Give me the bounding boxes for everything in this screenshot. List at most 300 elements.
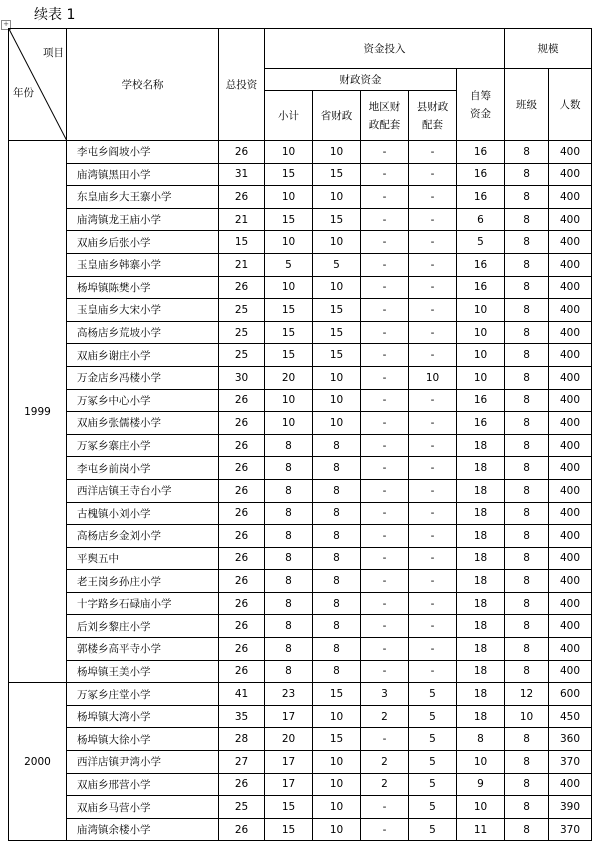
year-cell	[9, 683, 67, 841]
school-name-cell: 十字路乡石碌庙小学	[67, 592, 219, 615]
self-raised-cell: 10	[457, 751, 505, 774]
regional-cell: -	[361, 570, 409, 593]
self-raised-cell: 18	[457, 592, 505, 615]
students-cell: 400	[549, 208, 592, 231]
classes-cell: 8	[505, 751, 549, 774]
total-cell: 15	[219, 231, 265, 254]
table-row	[9, 705, 592, 728]
self-raised-cell: 8	[457, 728, 505, 751]
total-cell: 26	[219, 570, 265, 593]
subtotal-cell: 8	[265, 479, 313, 502]
self-raised-cell: 9	[457, 773, 505, 796]
classes-cell: 8	[505, 502, 549, 525]
school-name-cell: 郭楼乡高平寺小学	[67, 638, 219, 661]
subtotal-cell: 20	[265, 366, 313, 389]
subtotal-cell: 15	[265, 796, 313, 819]
county-cell: -	[409, 502, 457, 525]
school-name-cell: 庙湾镇余楼小学	[67, 818, 219, 841]
classes-cell: 8	[505, 660, 549, 683]
classes-cell: 8	[505, 479, 549, 502]
school-name-cell: 双庙乡马营小学	[67, 796, 219, 819]
regional-header: 地区财政配套	[361, 91, 409, 141]
county-cell: -	[409, 208, 457, 231]
students-cell: 400	[549, 638, 592, 661]
self-raised-cell: 18	[457, 660, 505, 683]
provincial-cell: 8	[313, 457, 361, 480]
total-cell: 26	[219, 412, 265, 435]
total-cell: 26	[219, 818, 265, 841]
school-name-cell: 高杨店乡金刘小学	[67, 525, 219, 548]
table-move-handle-icon[interactable]: +	[1, 20, 11, 30]
school-name-cell: 玉皇庙乡韩寨小学	[67, 253, 219, 276]
county-cell: -	[409, 638, 457, 661]
self-raised-cell: 10	[457, 299, 505, 322]
subtotal-cell: 8	[265, 615, 313, 638]
classes-cell: 8	[505, 773, 549, 796]
regional-cell: -	[361, 163, 409, 186]
provincial-cell: 10	[313, 276, 361, 299]
table-row	[9, 253, 592, 276]
regional-cell: -	[361, 615, 409, 638]
students-cell: 400	[549, 660, 592, 683]
total-cell: 26	[219, 457, 265, 480]
provincial-cell: 10	[313, 751, 361, 774]
regional-cell: -	[361, 231, 409, 254]
table-row	[9, 366, 592, 389]
classes-cell: 8	[505, 163, 549, 186]
students-cell: 400	[549, 141, 592, 164]
subtotal-cell: 15	[265, 208, 313, 231]
scale-header: 规模	[505, 29, 592, 69]
school-name-cell: 东皇庙乡大王寨小学	[67, 186, 219, 209]
county-cell: -	[409, 479, 457, 502]
provincial-cell: 8	[313, 525, 361, 548]
total-cell: 26	[219, 547, 265, 570]
students-cell: 400	[549, 479, 592, 502]
subtotal-cell: 17	[265, 773, 313, 796]
self-raised-cell: 18	[457, 525, 505, 548]
county-cell: -	[409, 412, 457, 435]
total-cell: 26	[219, 615, 265, 638]
table-row	[9, 208, 592, 231]
county-cell: -	[409, 253, 457, 276]
table-row	[9, 276, 592, 299]
provincial-cell: 8	[313, 570, 361, 593]
provincial-cell: 15	[313, 344, 361, 367]
table-caption: 续表 1	[34, 7, 76, 23]
students-cell: 400	[549, 434, 592, 457]
regional-cell: -	[361, 818, 409, 841]
students-cell: 400	[549, 525, 592, 548]
self-raised-cell: 18	[457, 615, 505, 638]
regional-cell: -	[361, 366, 409, 389]
students-cell: 400	[549, 253, 592, 276]
provincial-cell: 8	[313, 592, 361, 615]
table-row	[9, 344, 592, 367]
subtotal-cell: 8	[265, 434, 313, 457]
county-cell: -	[409, 547, 457, 570]
classes-cell: 8	[505, 570, 549, 593]
provincial-cell: 10	[313, 389, 361, 412]
self-raised-cell: 18	[457, 683, 505, 706]
students-cell: 400	[549, 186, 592, 209]
students-cell: 400	[549, 547, 592, 570]
subtotal-cell: 8	[265, 502, 313, 525]
provincial-cell: 8	[313, 502, 361, 525]
regional-cell: -	[361, 299, 409, 322]
total-cell: 25	[219, 796, 265, 819]
subtotal-cell: 8	[265, 457, 313, 480]
regional-cell: -	[361, 344, 409, 367]
county-cell: -	[409, 186, 457, 209]
total-cell: 31	[219, 163, 265, 186]
total-cell: 21	[219, 208, 265, 231]
county-cell: 5	[409, 773, 457, 796]
year-value: 2000	[24, 755, 51, 768]
total-cell: 26	[219, 502, 265, 525]
classes-cell: 8	[505, 547, 549, 570]
regional-cell: -	[361, 276, 409, 299]
subtotal-header: 小计	[265, 91, 313, 141]
county-cell: -	[409, 299, 457, 322]
self-raised-cell: 18	[457, 479, 505, 502]
county-cell: 5	[409, 751, 457, 774]
provincial-cell: 10	[313, 705, 361, 728]
county-cell: 5	[409, 818, 457, 841]
county-cell: -	[409, 660, 457, 683]
table-row	[9, 773, 592, 796]
table-row	[9, 615, 592, 638]
self-raised-cell: 16	[457, 186, 505, 209]
county-cell: -	[409, 457, 457, 480]
school-name-cell: 老王岗乡孙庄小学	[67, 570, 219, 593]
county-cell: -	[409, 389, 457, 412]
students-cell: 400	[549, 389, 592, 412]
total-cell: 26	[219, 276, 265, 299]
students-cell: 400	[549, 570, 592, 593]
classes-cell: 8	[505, 299, 549, 322]
subtotal-cell: 10	[265, 141, 313, 164]
provincial-cell: 8	[313, 638, 361, 661]
provincial-cell: 10	[313, 231, 361, 254]
self-raised-cell: 6	[457, 208, 505, 231]
county-cell: -	[409, 163, 457, 186]
subtotal-cell: 8	[265, 638, 313, 661]
total-cell: 28	[219, 728, 265, 751]
provincial-cell: 15	[313, 299, 361, 322]
school-name-cell: 李屯乡阎坡小学	[67, 141, 219, 164]
classes-cell: 10	[505, 705, 549, 728]
table-row	[9, 638, 592, 661]
subtotal-cell: 8	[265, 547, 313, 570]
classes-cell: 8	[505, 592, 549, 615]
regional-cell: -	[361, 638, 409, 661]
students-header: 人数	[549, 69, 592, 141]
subtotal-cell: 8	[265, 570, 313, 593]
self-raised-cell: 10	[457, 321, 505, 344]
table-row	[9, 141, 592, 164]
school-funding-table	[8, 28, 592, 841]
table-row	[9, 299, 592, 322]
county-cell: -	[409, 141, 457, 164]
students-cell: 370	[549, 818, 592, 841]
classes-cell: 8	[505, 208, 549, 231]
regional-cell: -	[361, 796, 409, 819]
regional-cell: -	[361, 592, 409, 615]
school-name-cell: 双庙乡邢营小学	[67, 773, 219, 796]
classes-cell: 8	[505, 728, 549, 751]
subtotal-cell: 10	[265, 231, 313, 254]
subtotal-cell: 23	[265, 683, 313, 706]
self-raised-cell: 16	[457, 276, 505, 299]
provincial-cell: 8	[313, 615, 361, 638]
school-name-cell: 杨埠镇王美小学	[67, 660, 219, 683]
school-name-cell: 后刘乡黎庄小学	[67, 615, 219, 638]
self-raised-cell: 16	[457, 253, 505, 276]
school-name-cell: 李屯乡前岗小学	[67, 457, 219, 480]
table-row	[9, 547, 592, 570]
classes-cell: 8	[505, 796, 549, 819]
regional-cell: -	[361, 253, 409, 276]
self-raised-cell: 18	[457, 502, 505, 525]
year-label: 年份	[13, 87, 34, 99]
students-cell: 400	[549, 773, 592, 796]
subtotal-cell: 15	[265, 163, 313, 186]
provincial-cell: 15	[313, 728, 361, 751]
provincial-cell: 15	[313, 683, 361, 706]
county-cell: -	[409, 525, 457, 548]
regional-cell: 2	[361, 751, 409, 774]
regional-cell: -	[361, 186, 409, 209]
subtotal-cell: 10	[265, 412, 313, 435]
students-cell: 400	[549, 299, 592, 322]
total-cell: 25	[219, 299, 265, 322]
classes-cell: 8	[505, 366, 549, 389]
self-raised-cell: 16	[457, 412, 505, 435]
school-name-cell: 高杨店乡荒坡小学	[67, 321, 219, 344]
students-cell: 400	[549, 412, 592, 435]
school-name-cell: 万金店乡冯楼小学	[67, 366, 219, 389]
regional-cell: -	[361, 141, 409, 164]
total-investment-header: 总投资	[219, 29, 265, 141]
provincial-cell: 15	[313, 163, 361, 186]
self-raised-cell: 10	[457, 344, 505, 367]
regional-cell: -	[361, 547, 409, 570]
regional-cell: -	[361, 502, 409, 525]
table-row	[9, 683, 592, 706]
self-raised-cell: 10	[457, 366, 505, 389]
classes-cell: 8	[505, 434, 549, 457]
provincial-cell: 10	[313, 773, 361, 796]
classes-cell: 8	[505, 186, 549, 209]
provincial-cell: 8	[313, 434, 361, 457]
table-row	[9, 389, 592, 412]
school-name-cell: 庙湾镇黑田小学	[67, 163, 219, 186]
school-name-cell: 双庙乡谢庄小学	[67, 344, 219, 367]
total-cell: 26	[219, 186, 265, 209]
provincial-cell: 10	[313, 186, 361, 209]
classes-cell: 8	[505, 141, 549, 164]
table-row	[9, 457, 592, 480]
county-cell: -	[409, 615, 457, 638]
provincial-cell: 8	[313, 547, 361, 570]
school-name-cell: 杨埠镇大徐小学	[67, 728, 219, 751]
students-cell: 400	[549, 231, 592, 254]
regional-cell: -	[361, 389, 409, 412]
regional-cell: -	[361, 525, 409, 548]
students-cell: 400	[549, 276, 592, 299]
students-cell: 400	[549, 502, 592, 525]
students-cell: 400	[549, 592, 592, 615]
subtotal-cell: 15	[265, 321, 313, 344]
total-cell: 30	[219, 366, 265, 389]
classes-cell: 8	[505, 253, 549, 276]
students-cell: 450	[549, 705, 592, 728]
school-name-cell: 平舆五中	[67, 547, 219, 570]
county-cell: 5	[409, 796, 457, 819]
regional-cell: 2	[361, 773, 409, 796]
county-cell: -	[409, 592, 457, 615]
total-cell: 26	[219, 141, 265, 164]
project-label: 项目	[43, 47, 64, 59]
subtotal-cell: 8	[265, 660, 313, 683]
provincial-header: 省财政	[313, 91, 361, 141]
table-header	[9, 29, 592, 141]
provincial-cell: 10	[313, 412, 361, 435]
table-row	[9, 412, 592, 435]
classes-cell: 8	[505, 525, 549, 548]
table-row	[9, 660, 592, 683]
county-cell: -	[409, 321, 457, 344]
table-row	[9, 751, 592, 774]
table-row	[9, 592, 592, 615]
regional-cell: -	[361, 412, 409, 435]
students-cell: 400	[549, 163, 592, 186]
provincial-cell: 15	[313, 208, 361, 231]
students-cell: 390	[549, 796, 592, 819]
provincial-cell: 8	[313, 479, 361, 502]
subtotal-cell: 15	[265, 299, 313, 322]
total-cell: 26	[219, 660, 265, 683]
classes-cell: 8	[505, 389, 549, 412]
classes-cell: 12	[505, 683, 549, 706]
subtotal-cell: 15	[265, 818, 313, 841]
provincial-cell: 8	[313, 660, 361, 683]
subtotal-cell: 10	[265, 276, 313, 299]
county-cell: 5	[409, 728, 457, 751]
total-cell: 35	[219, 705, 265, 728]
self-raised-cell: 18	[457, 705, 505, 728]
school-name-header: 学校名称	[67, 29, 219, 141]
total-cell: 26	[219, 773, 265, 796]
table-body	[9, 141, 592, 841]
regional-cell: -	[361, 208, 409, 231]
county-cell: 10	[409, 366, 457, 389]
provincial-cell: 10	[313, 366, 361, 389]
county-cell: -	[409, 231, 457, 254]
corner-header-cell	[9, 29, 67, 141]
county-cell: 5	[409, 683, 457, 706]
school-name-cell: 万冢乡庄堂小学	[67, 683, 219, 706]
self-raised-cell: 5	[457, 231, 505, 254]
self-raised-cell: 10	[457, 796, 505, 819]
self-raised-cell: 16	[457, 163, 505, 186]
fund-input-header: 资金投入	[265, 29, 505, 69]
provincial-cell: 10	[313, 141, 361, 164]
school-name-cell: 西洋店镇尹湾小学	[67, 751, 219, 774]
total-cell: 26	[219, 638, 265, 661]
self-raised-cell: 16	[457, 389, 505, 412]
provincial-cell: 10	[313, 796, 361, 819]
school-name-cell: 杨埠镇大湾小学	[67, 705, 219, 728]
subtotal-cell: 17	[265, 705, 313, 728]
table-row	[9, 502, 592, 525]
table-row	[9, 186, 592, 209]
self-raised-cell: 18	[457, 570, 505, 593]
total-cell: 26	[219, 592, 265, 615]
school-name-cell: 庙湾镇龙王庙小学	[67, 208, 219, 231]
students-cell: 360	[549, 728, 592, 751]
self-raised-cell: 16	[457, 141, 505, 164]
school-name-cell: 玉皇庙乡大宋小学	[67, 299, 219, 322]
subtotal-cell: 10	[265, 389, 313, 412]
students-cell: 400	[549, 457, 592, 480]
county-cell: -	[409, 276, 457, 299]
regional-cell: -	[361, 321, 409, 344]
classes-cell: 8	[505, 638, 549, 661]
total-cell: 26	[219, 525, 265, 548]
students-cell: 370	[549, 751, 592, 774]
self-raised-cell: 18	[457, 638, 505, 661]
regional-cell: -	[361, 457, 409, 480]
self-raised-cell: 18	[457, 457, 505, 480]
classes-cell: 8	[505, 818, 549, 841]
subtotal-cell: 15	[265, 344, 313, 367]
county-cell: -	[409, 344, 457, 367]
subtotal-cell: 8	[265, 592, 313, 615]
total-cell: 25	[219, 321, 265, 344]
classes-cell: 8	[505, 615, 549, 638]
classes-header: 班级	[505, 69, 549, 141]
classes-cell: 8	[505, 344, 549, 367]
regional-cell: 3	[361, 683, 409, 706]
regional-cell: -	[361, 660, 409, 683]
school-name-cell: 双庙乡后张小学	[67, 231, 219, 254]
provincial-cell: 10	[313, 818, 361, 841]
provincial-cell: 5	[313, 253, 361, 276]
school-name-cell: 万冢乡寨庄小学	[67, 434, 219, 457]
total-cell: 25	[219, 344, 265, 367]
school-name-cell: 杨埠镇陈樊小学	[67, 276, 219, 299]
total-cell: 26	[219, 389, 265, 412]
self-raised-cell: 18	[457, 434, 505, 457]
year-cell	[9, 141, 67, 683]
table-row	[9, 728, 592, 751]
subtotal-cell: 10	[265, 186, 313, 209]
school-name-cell: 古槐镇小刘小学	[67, 502, 219, 525]
table-row	[9, 525, 592, 548]
students-cell: 400	[549, 615, 592, 638]
total-cell: 21	[219, 253, 265, 276]
classes-cell: 8	[505, 412, 549, 435]
classes-cell: 8	[505, 231, 549, 254]
school-name-cell: 万冢乡中心小学	[67, 389, 219, 412]
self-raised-header: 自筹资金	[457, 69, 505, 141]
subtotal-cell: 8	[265, 525, 313, 548]
table-row	[9, 434, 592, 457]
table-row	[9, 796, 592, 819]
year-value: 1999	[24, 405, 51, 418]
